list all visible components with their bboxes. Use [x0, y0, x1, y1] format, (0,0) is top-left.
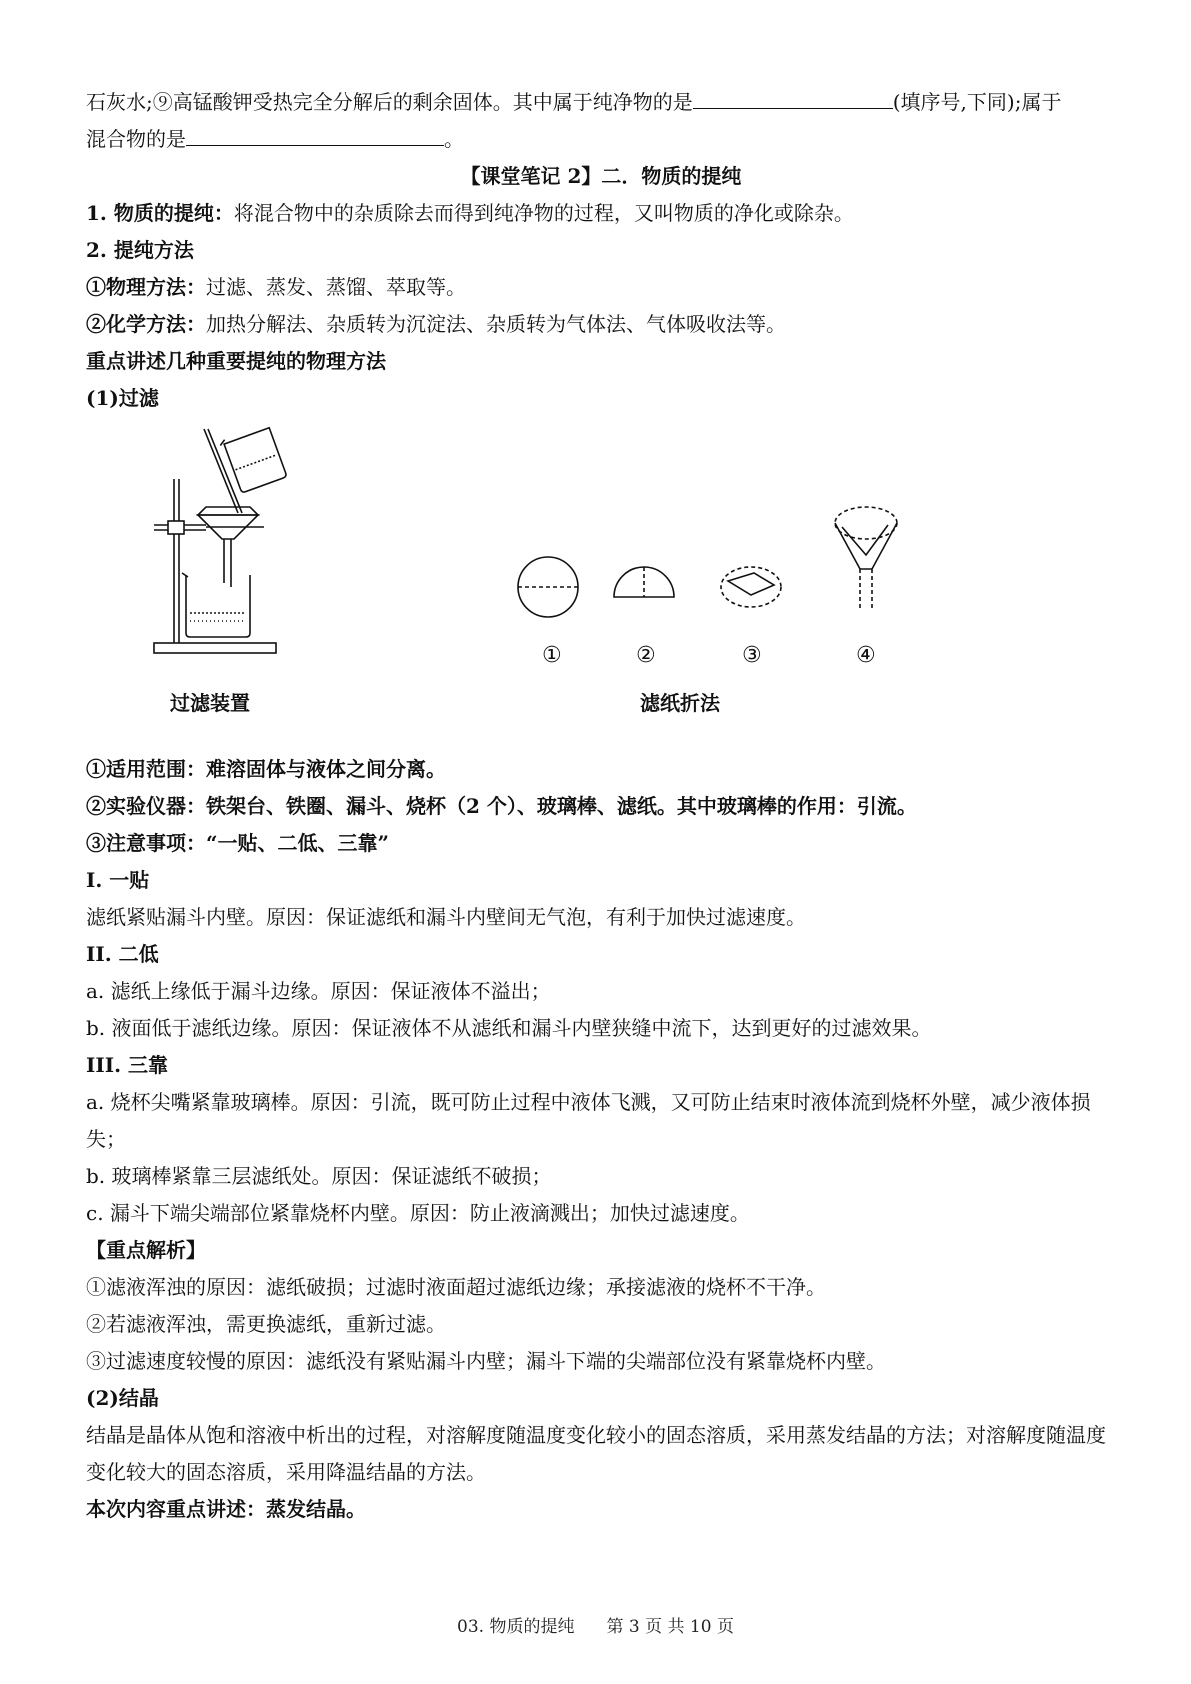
apparatus-caption: 过滤装置	[170, 691, 250, 715]
chemical-methods	[86, 306, 1116, 343]
fold-step-2-shape	[614, 567, 674, 597]
intro-text: 。	[444, 127, 464, 151]
fold-step-label-4: ④	[856, 643, 876, 668]
fold-step-4-shape	[835, 507, 897, 609]
intro-text: (填序号,下同);属于	[892, 90, 1062, 114]
notes-heading: ③注意事项：“一贴、二低、三靠”	[86, 831, 390, 855]
physical-methods	[86, 269, 1116, 306]
methods-heading: 2. 提纯方法	[86, 238, 194, 262]
fold-step-1-shape	[518, 557, 578, 617]
rule-one-heading: I. 一贴	[86, 868, 150, 892]
section-title: 【课堂笔记 2】二．物质的提纯	[460, 164, 742, 188]
physical-label: ①物理方法：	[86, 275, 206, 299]
crystallization-focus: 本次内容重点讲述：蒸发结晶。	[86, 1497, 366, 1521]
rule-two-heading: II. 二低	[86, 942, 159, 966]
filtration-figures	[86, 417, 1116, 727]
physical-text: 过滤、蒸发、蒸馏、萃取等。	[206, 275, 466, 299]
focus-heading: 重点讲述几种重要提纯的物理方法	[86, 349, 386, 373]
chemical-text: 加热分解法、杂质转为沉淀法、杂质转为气体法、气体吸收法等。	[206, 312, 786, 336]
filter-paper-folding-diagram	[516, 505, 946, 655]
chemical-label: ②化学方法：	[86, 312, 206, 336]
crystallization-text: 结晶是晶体从饱和溶液中析出的过程，对溶解度随温度变化较小的固态溶质，采用蒸发结晶的方法；对溶解度随温度变化较大的固态溶质，采用降温结晶的方法。	[86, 1423, 1106, 1484]
rule-three-c: c. 漏斗下端尖端部位紧靠烧杯内壁。原因：防止液滴溅出；加快过滤速度。	[86, 1201, 750, 1225]
rule-one-text: 滤纸紧贴漏斗内壁。原因：保证滤纸和漏斗内壁间无气泡，有利于加快过滤速度。	[86, 905, 806, 929]
intro-line-1	[86, 84, 1116, 121]
rule-three-a: a. 烧杯尖嘴紧靠玻璃棒。原因：引流，既可防止过程中液体飞溅，又可防止结束时液体流到烧杯外壁，减少液体损失；	[86, 1090, 1091, 1151]
page-content	[86, 84, 1116, 1528]
folding-caption: 滤纸折法	[640, 691, 720, 715]
analysis-point-1: ①滤液浑浊的原因：滤纸破损；过滤时液面超过滤纸边缘；承接滤液的烧杯不干净。	[86, 1275, 826, 1299]
analysis-heading: 【重点解析】	[86, 1238, 206, 1262]
rule-three-b: b. 玻璃棒紧靠三层滤纸处。原因：保证滤纸不破损；	[86, 1164, 552, 1188]
instruments: ②实验仪器：铁架台、铁圈、漏斗、烧杯（2 个）、玻璃棒、滤纸。其中玻璃棒的作用：引流。	[86, 794, 917, 818]
intro-text: 石灰水;⑨高锰酸钾受热完全分解后的剩余固体。其中属于纯净物的是	[86, 90, 693, 114]
fold-step-label-2: ②	[636, 643, 656, 668]
rule-three-heading: III. 三靠	[86, 1053, 168, 1077]
answer-blank-pure[interactable]	[693, 84, 893, 109]
analysis-point-2: ②若滤液浑浊，需更换滤纸，重新过滤。	[86, 1312, 446, 1336]
fold-step-label-1: ①	[542, 643, 562, 668]
footer-page-number: 第 3 页 共 10 页	[606, 1617, 734, 1637]
filtration-apparatus-diagram	[146, 417, 386, 677]
scope: ①适用范围：难溶固体与液体之间分离。	[86, 757, 446, 781]
rule-two-a: a. 滤纸上缘低于漏斗边缘。原因：保证液体不溢出；	[86, 979, 551, 1003]
crystallization-heading: (2)结晶	[86, 1386, 159, 1410]
fold-step-3-shape	[721, 567, 781, 607]
filtration-heading: (1)过滤	[86, 386, 159, 410]
rule-two-b: b. 液面低于滤纸边缘。原因：保证液体不从滤纸和漏斗内壁狭缝中流下，达到更好的过滤效果。	[86, 1016, 932, 1040]
answer-blank-mixture[interactable]	[186, 121, 444, 146]
fold-step-label-3: ③	[742, 643, 762, 668]
definition-label: 1. 物质的提纯：	[86, 201, 234, 225]
page-footer	[0, 1612, 1191, 1637]
intro-line-2	[86, 121, 1116, 158]
intro-text: 混合物的是	[86, 127, 186, 151]
definition	[86, 195, 1116, 232]
footer-doc-title: 03. 物质的提纯	[457, 1617, 575, 1637]
analysis-point-3: ③过滤速度较慢的原因：滤纸没有紧贴漏斗内壁；漏斗下端的尖端部位没有紧靠烧杯内壁。	[86, 1349, 886, 1373]
definition-text: 将混合物中的杂质除去而得到纯净物的过程，又叫物质的净化或除杂。	[233, 201, 854, 225]
